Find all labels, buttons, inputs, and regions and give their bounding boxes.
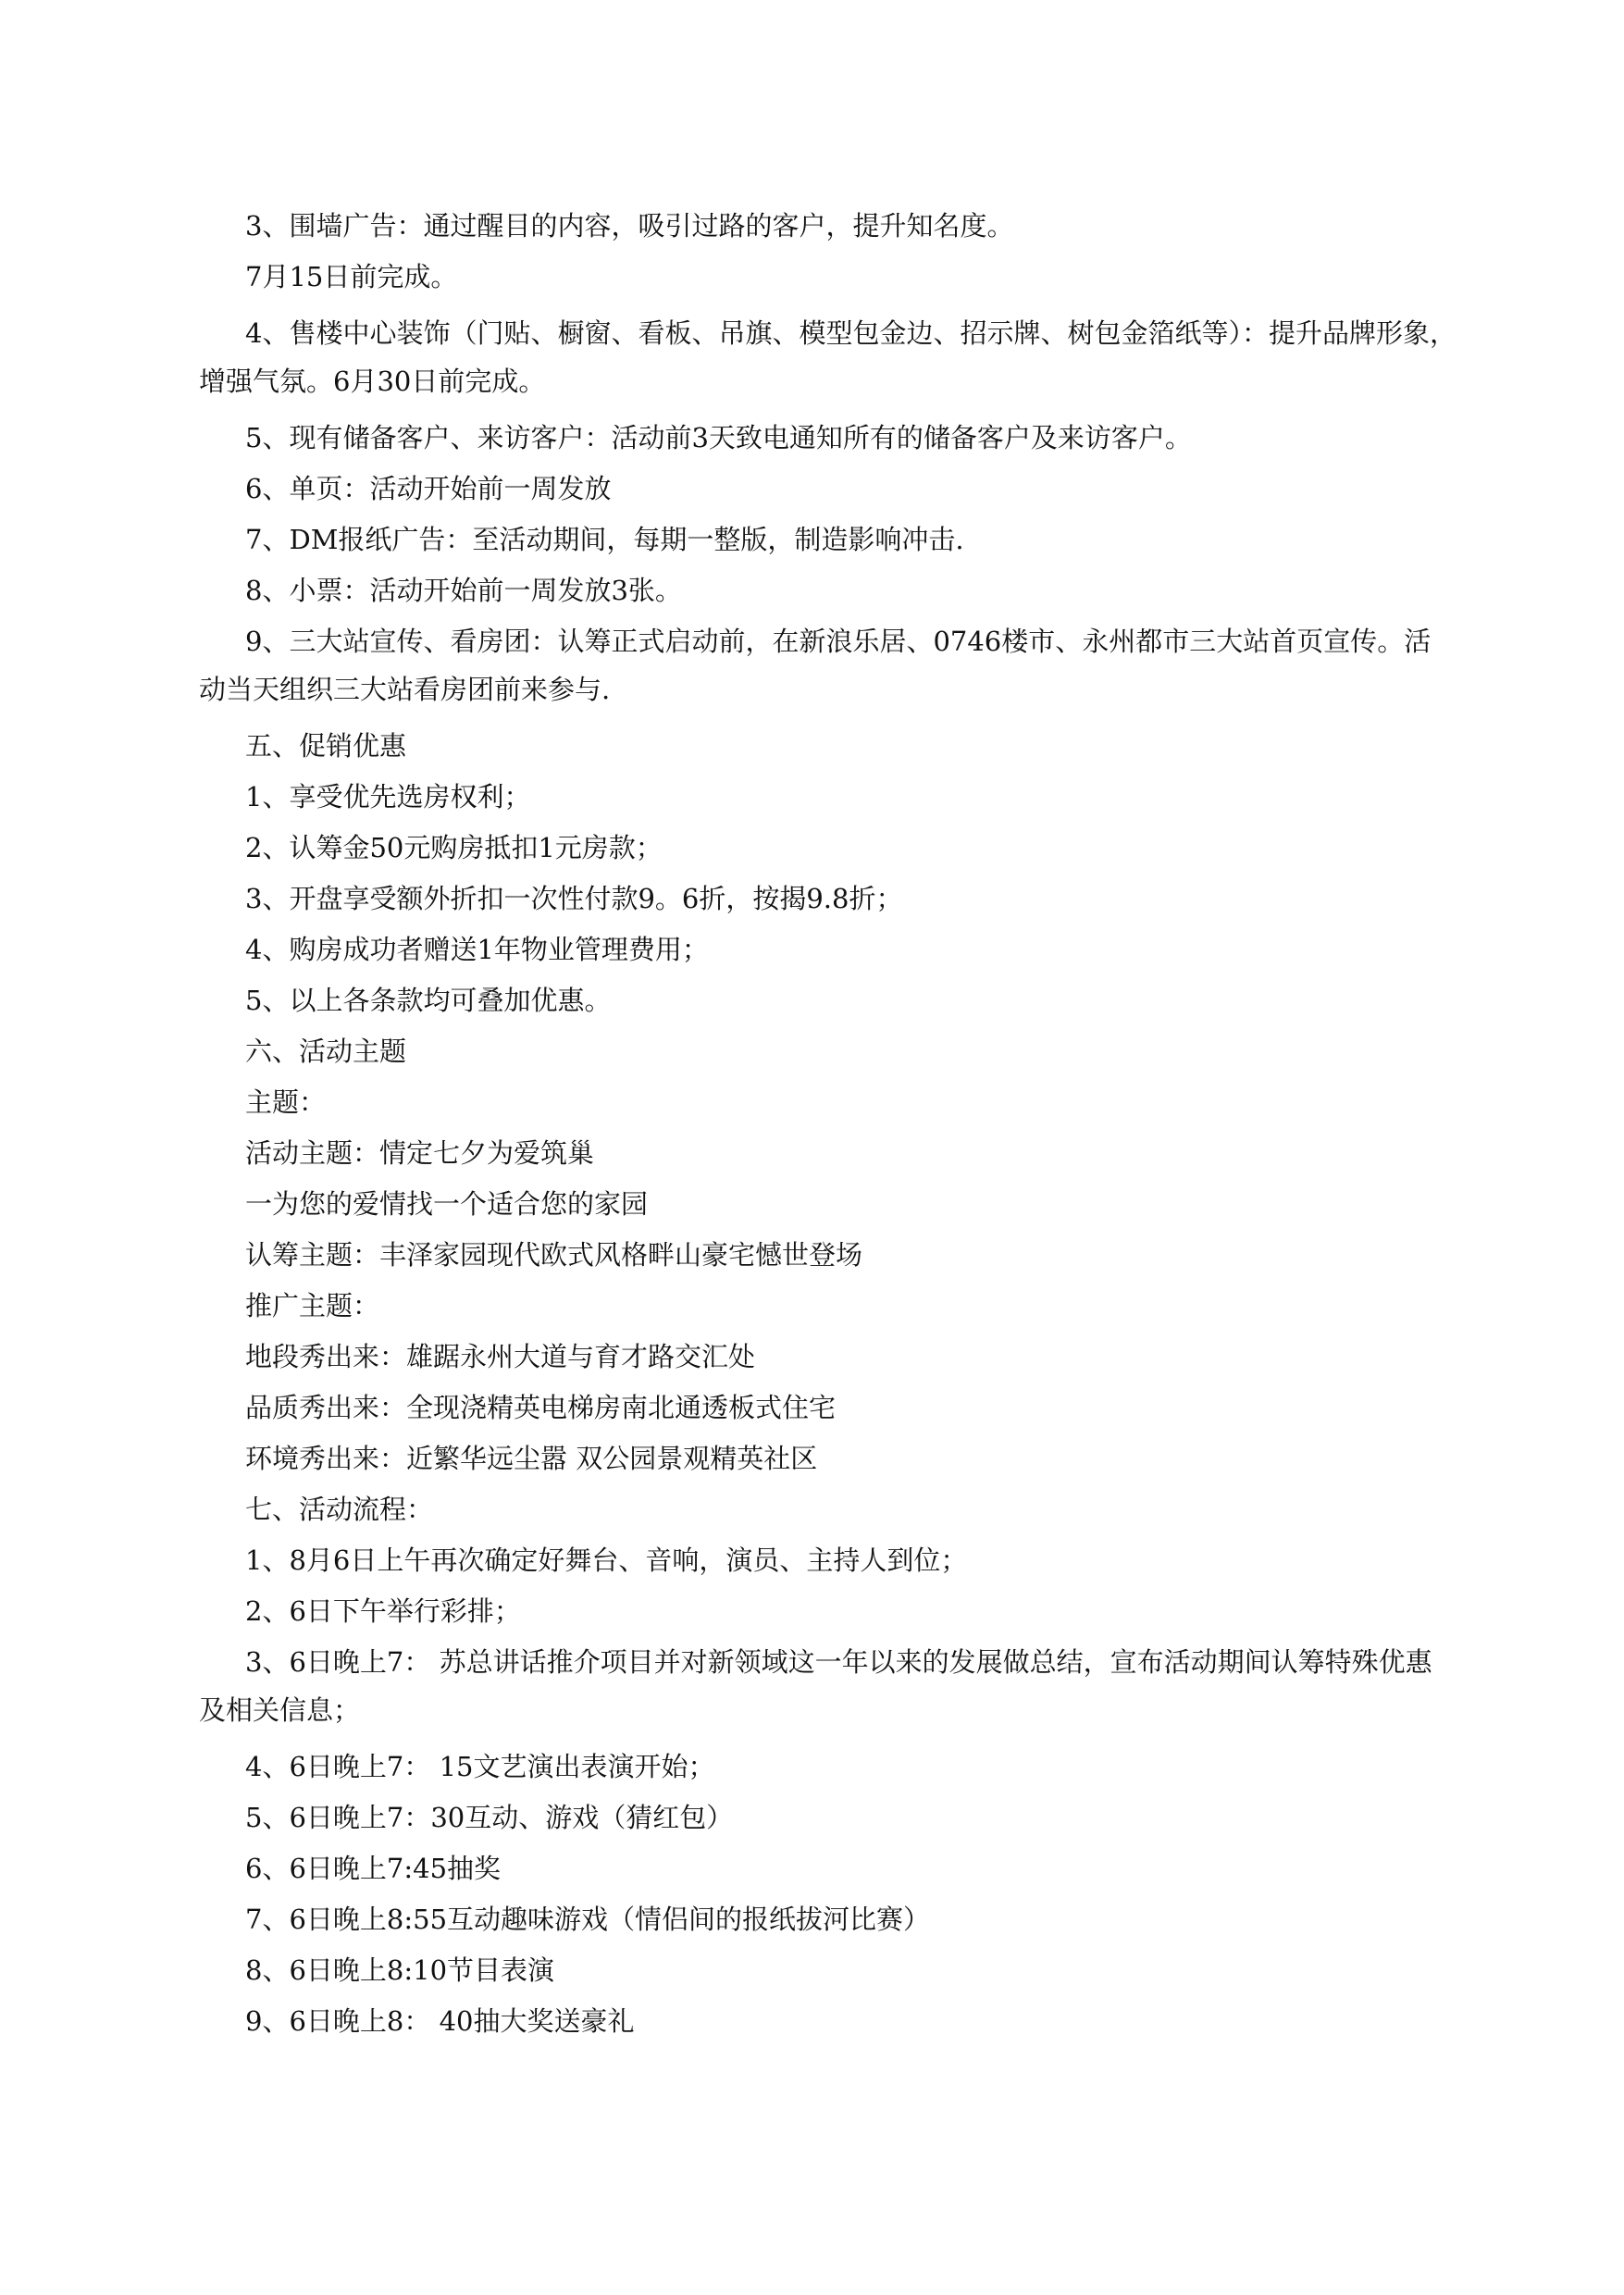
paragraph-sales-center-decor: 4、售楼中心装饰（门贴、橱窗、看板、吊旗、模型包金边、招示牌、树包金箔纸等）：提升品牌形象，增强气氛。6月30日前完成。 (199, 317, 1457, 397)
list-item: 1、8月6日上午再次确定好舞台、音响，演员、主持人到位； (245, 1544, 968, 1576)
promotion-theme-location: 地段秀出来：雄踞永州大道与育才路交汇处 (245, 1341, 756, 1372)
promotion-theme-label: 推广主题： (245, 1290, 380, 1321)
list-item: 2、6日下午举行彩排； (245, 1595, 521, 1627)
document-body (199, 202, 1457, 2048)
list-item: 5、6日晚上7：30互动、游戏（猜红包） (245, 1802, 734, 1833)
list-item: 7、6日晚上8:55互动趣味游戏（情侣间的报纸拔河比赛） (245, 1904, 931, 1935)
section-heading-promotions: 五、促销优惠 (245, 730, 407, 762)
subscription-theme: 认筹主题：丰泽家园现代欧式风格畔山豪宅憾世登场 (245, 1239, 863, 1271)
activity-subtheme: 一为您的爱情找一个适合您的家园 (245, 1188, 649, 1220)
list-item: 8、6日晚上8:10节目表演 (245, 1954, 555, 1986)
paragraph-three-sites: 9、三大站宣传、看房团：认筹正式启动前，在新浪乐居、0746楼市、永州都市三大站首页宣传。活动当天组织三大站看房团前来参与. (199, 626, 1432, 705)
promotion-theme-quality: 品质秀出来：全现浇精英电梯房南北通透板式住宅 (245, 1392, 837, 1423)
list-item: 2、认筹金50元购房抵扣1元房款； (245, 832, 663, 863)
section-heading-theme: 六、活动主题 (245, 1036, 407, 1067)
list-item: 3、6日晚上7： 苏总讲话推介项目并对新领域这一年以来的发展做总结，宣布活动期间认筹特殊优惠及相关信息； (199, 1646, 1432, 1726)
list-item: 1、享受优先选房权利； (245, 781, 531, 813)
section-heading-process: 七、活动流程： (245, 1494, 434, 1525)
list-item: 4、购房成功者赠送1年物业管理费用； (245, 934, 709, 965)
paragraph-flyers: 6、单页：活动开始前一周发放 (245, 473, 612, 504)
paragraph-wall-ad: 3、围墙广告：通过醒目的内容，吸引过路的客户，提升知名度。 (245, 210, 1014, 242)
list-item: 5、以上各条款均可叠加优惠。 (245, 985, 612, 1016)
list-item: 9、6日晚上8： 40抽大奖送豪礼 (245, 2005, 635, 2037)
activity-theme: 活动主题：情定七夕为爱筑巢 (245, 1137, 595, 1169)
paragraph-dm-newspaper: 7、DM报纸广告：至活动期间，每期一整版，制造影响冲击. (245, 524, 964, 555)
paragraph-tickets: 8、小票：活动开始前一周发放3张。 (245, 575, 682, 606)
list-item: 4、6日晚上7： 15文艺演出表演开始； (245, 1751, 715, 1782)
paragraph-existing-customers: 5、现有储备客户、来访客户：活动前3天致电通知所有的储备客户及来访客户。 (245, 422, 1192, 453)
theme-label: 主题： (245, 1086, 327, 1118)
list-item: 3、开盘享受额外折扣一次性付款9。6折，按揭9.8折； (245, 883, 903, 914)
promotion-theme-environment: 环境秀出来：近繁华远尘嚣 双公园景观精英社区 (245, 1443, 818, 1474)
list-item: 6、6日晚上7:45抽奖 (245, 1853, 502, 1884)
paragraph-wall-ad-deadline: 7月15日前完成。 (245, 261, 458, 292)
